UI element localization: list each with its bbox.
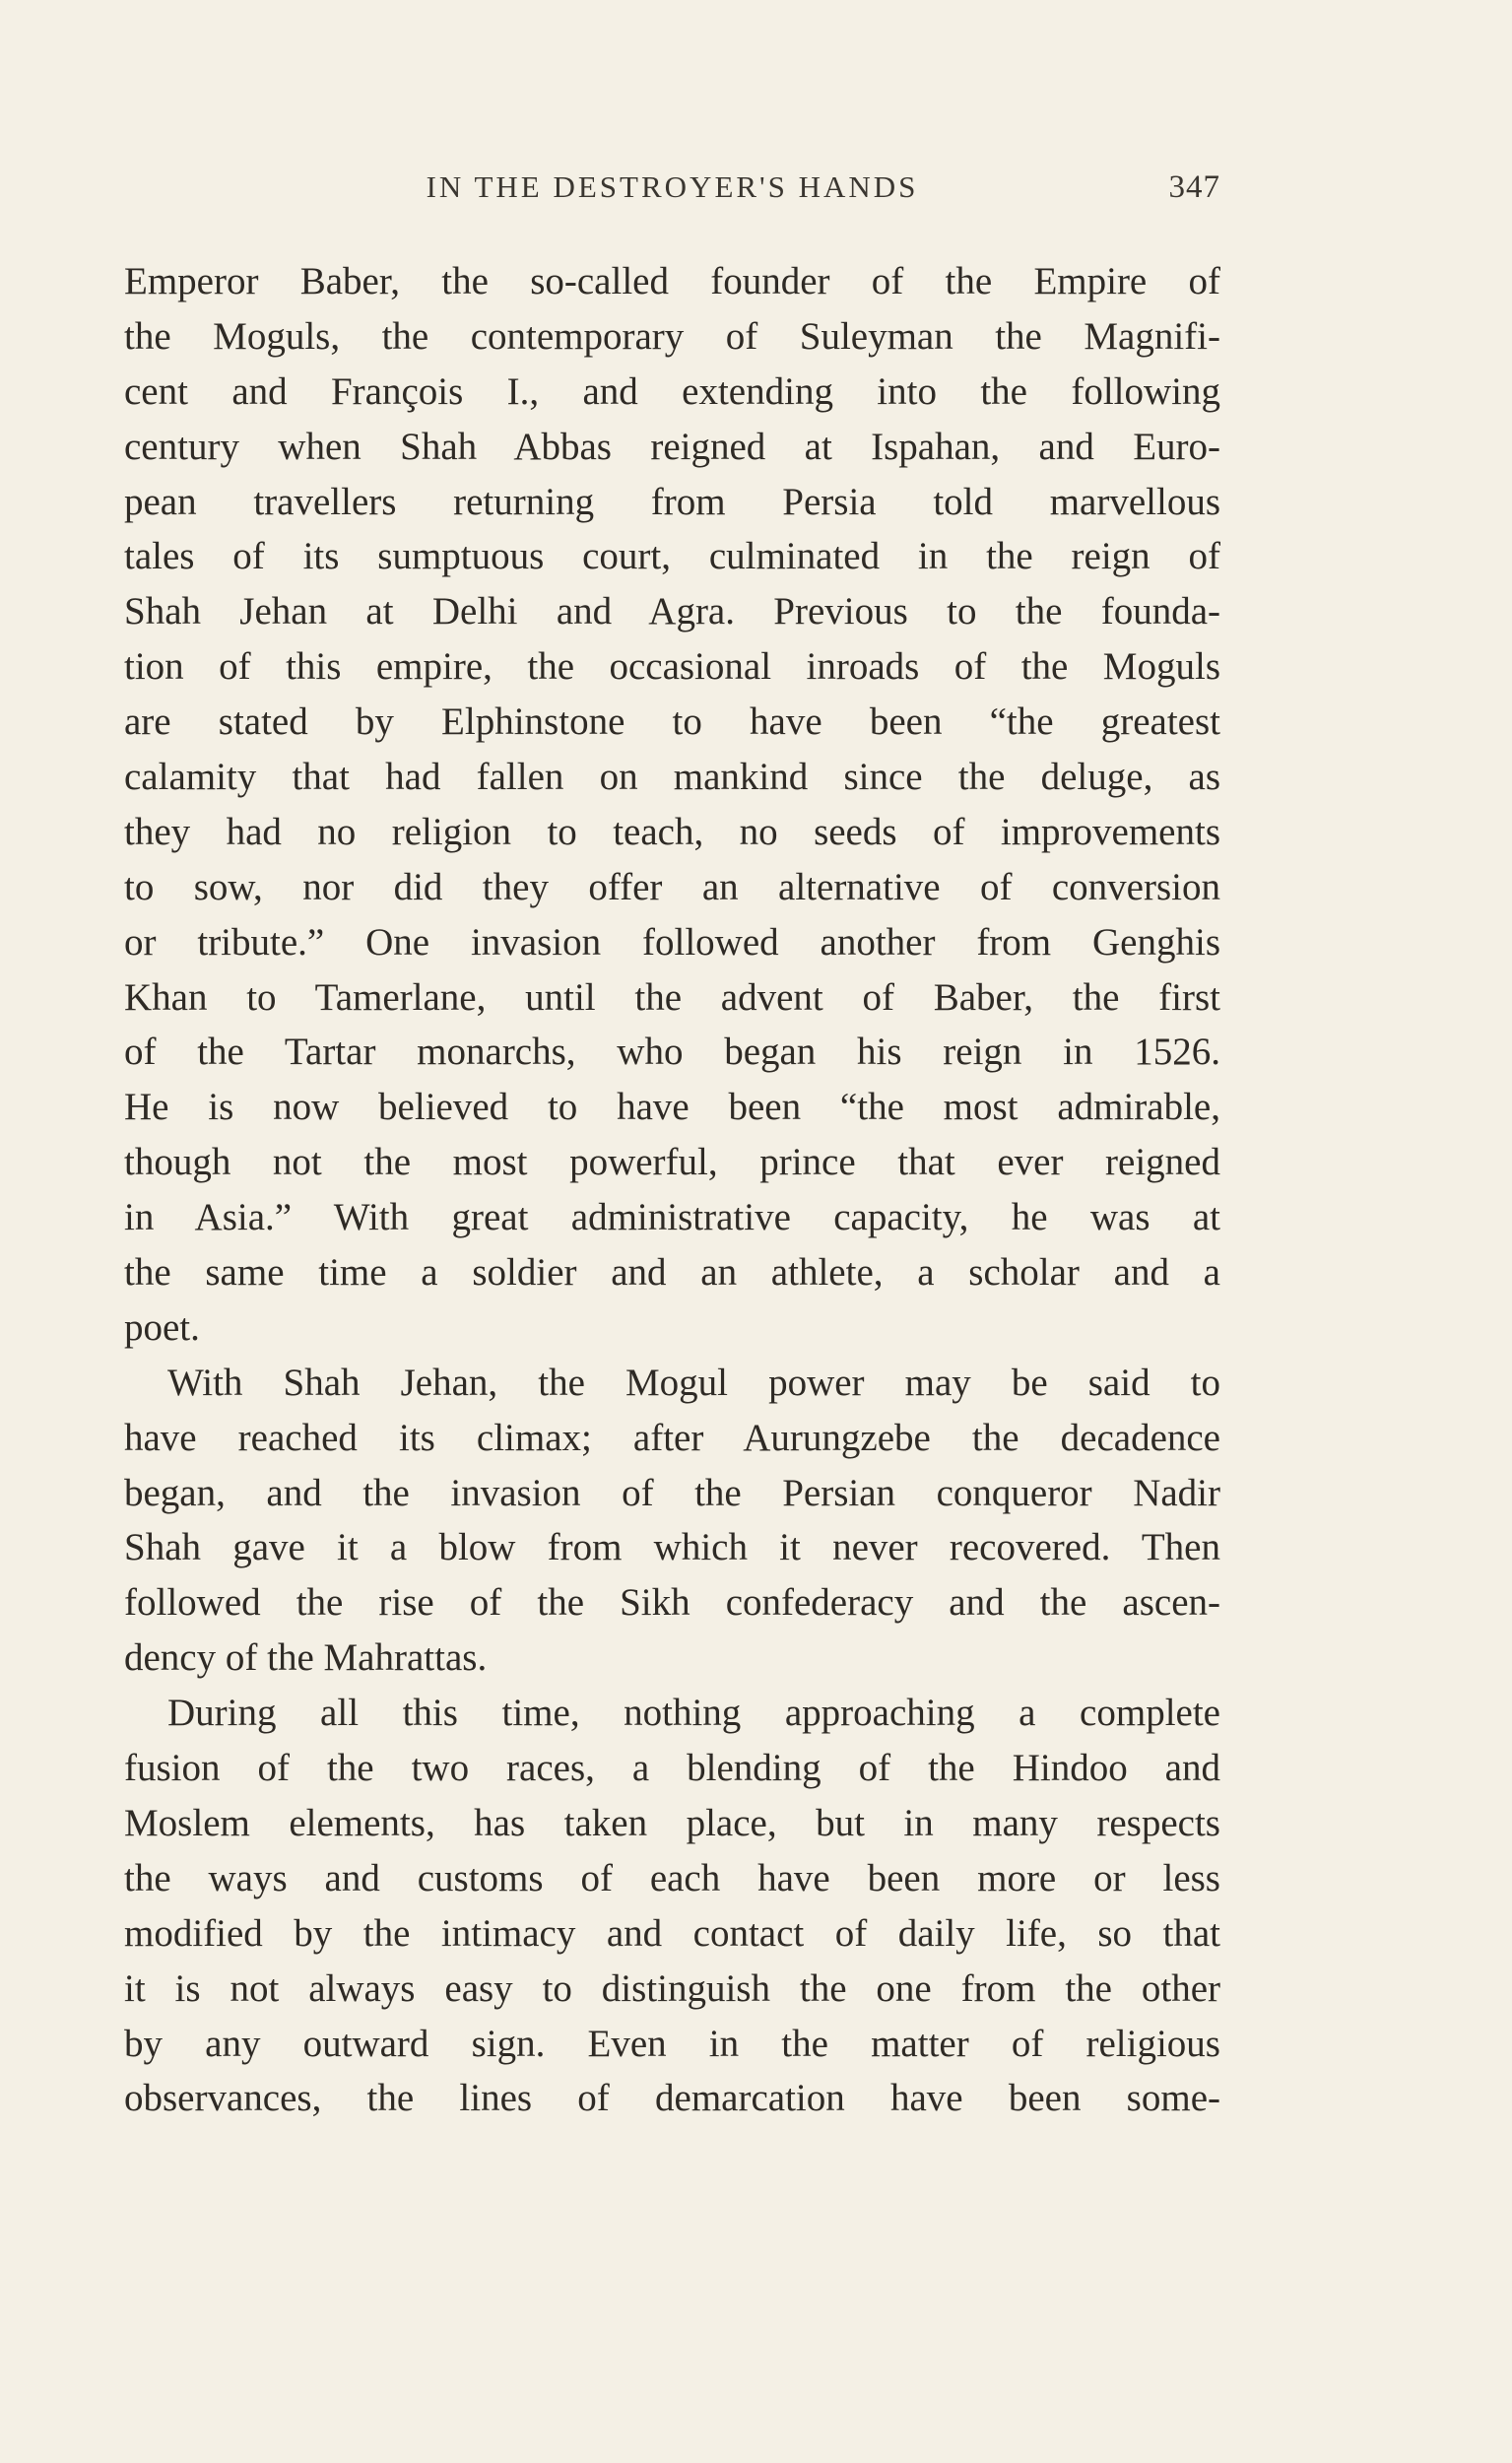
text-line: tales of its sumptuous court, culminated in the reign of xyxy=(124,535,1220,578)
text-line: Khan to Tamerlane, until the advent of Baber, the first xyxy=(124,975,1220,1019)
text-line: began, and the invasion of the Persian conqueror Nadir xyxy=(124,1471,1220,1514)
running-head xyxy=(124,169,1220,209)
body-text xyxy=(124,254,1220,2126)
text-line: calamity that had fallen on mankind since the deluge, as xyxy=(124,756,1220,799)
text-line: fusion of the two races, a blending of the Hindoo and xyxy=(124,1747,1220,1790)
text-line: of the Tartar monarchs, who began his reign in 1526. xyxy=(124,1031,1220,1074)
text-line: Emperor Baber, the so-called founder of the Empire of xyxy=(124,260,1220,302)
text-line: century when Shah Abbas reigned at Ispahan, and Euro- xyxy=(124,425,1220,468)
text-line: the same time a soldier and an athlete, a scholar and a xyxy=(124,1251,1220,1295)
text-line: dency of the Mahrattas. xyxy=(124,1636,488,1680)
text-line: in Asia.” With great administrative capacity, he was at xyxy=(124,1196,1220,1239)
text-line: followed the rise of the Sikh confederacy and the ascen- xyxy=(124,1581,1220,1625)
text-line: poet. xyxy=(124,1305,200,1349)
text-line: With Shah Jehan, the Mogul power may be said to xyxy=(167,1361,1220,1404)
text-line: tion of this empire, the occasional inroads of the Moguls xyxy=(124,645,1220,689)
running-title: IN THE DESTROYER'S HANDS xyxy=(426,169,919,204)
text-line: it is not always easy to distinguish the one from the other xyxy=(124,1966,1220,2010)
text-line: though not the most powerful, prince that ever reigned xyxy=(124,1141,1220,1184)
text-line: During all this time, nothing approaching a complete xyxy=(167,1692,1220,1735)
text-line: modified by the intimacy and contact of daily life, so that xyxy=(124,1911,1220,1955)
text-line: the Moguls, the contemporary of Suleyman the Magnifi- xyxy=(124,314,1220,358)
text-line: the ways and customs of each have been more or less xyxy=(124,1856,1220,1899)
text-line: are stated by Elphinstone to have been “the greatest xyxy=(124,700,1220,744)
page-number: 347 xyxy=(1168,169,1220,205)
text-line: they had no religion to teach, no seeds of improvements xyxy=(124,810,1220,853)
text-line: Moslem elements, has taken place, but in many respects xyxy=(124,1801,1220,1844)
text-line: by any outward sign. Even in the matter of religious xyxy=(124,2022,1220,2065)
text-line: cent and François I., and extending into the following xyxy=(124,369,1220,413)
text-line: or tribute.” One invasion followed another from Genghis xyxy=(124,920,1220,964)
text-line: pean travellers returning from Persia told marvellous xyxy=(124,480,1220,523)
text-line: He is now believed to have been “the most admirable, xyxy=(124,1086,1220,1129)
text-line: observances, the lines of demarcation have been some- xyxy=(124,2077,1220,2120)
text-line: Shah Jehan at Delhi and Agra. Previous to the founda- xyxy=(124,590,1220,633)
text-line: have reached its climax; after Aurungzebe the decadence xyxy=(124,1416,1220,1459)
text-line: to sow, nor did they offer an alternative of conversion xyxy=(124,865,1220,908)
text-line: Shah gave it a blow from which it never recovered. Then xyxy=(124,1526,1220,1569)
